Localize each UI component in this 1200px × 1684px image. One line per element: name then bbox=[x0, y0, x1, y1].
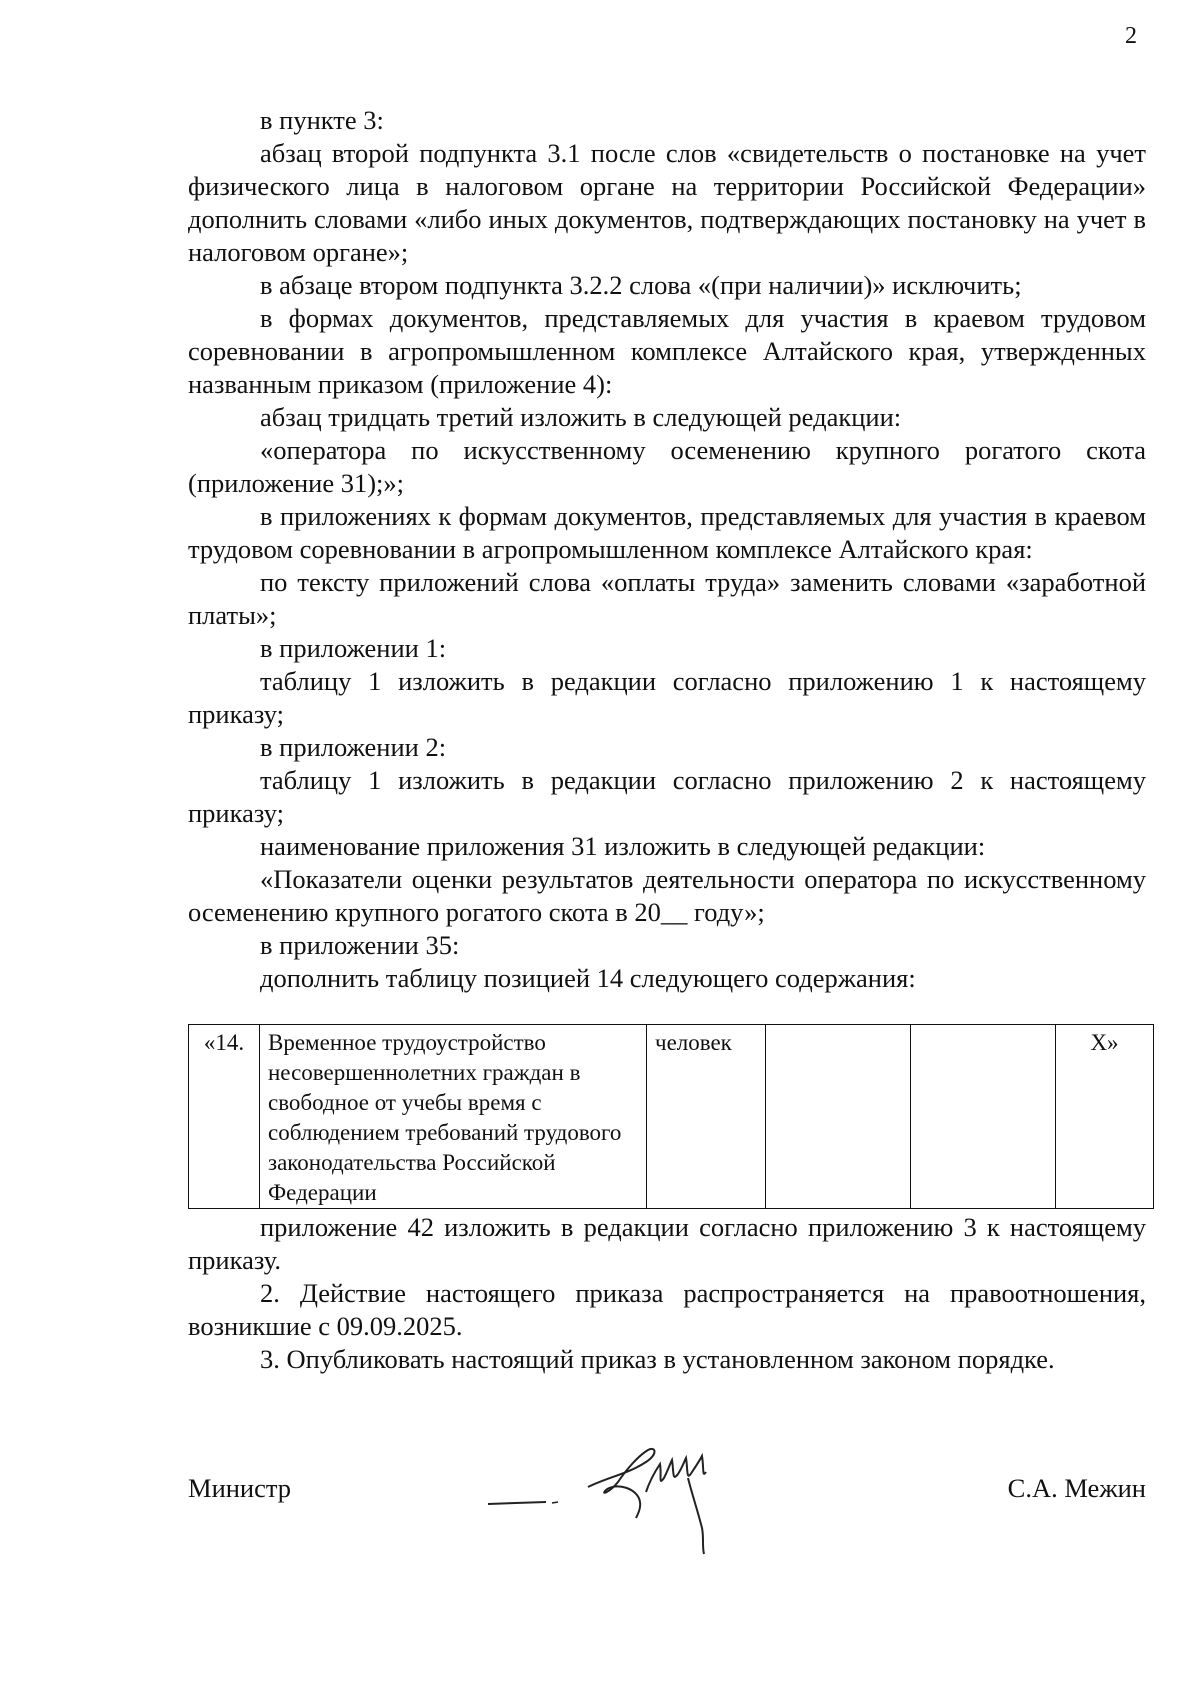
paragraph: таблицу 1 изложить в редакции согласно приложению 1 к настоящему приказу; bbox=[188, 666, 1146, 729]
paragraph: дополнить таблицу позицией 14 следующего содержания: bbox=[260, 963, 916, 993]
paragraph: «оператора по искусственному осеменению крупного рогатого скота (приложение 31);»; bbox=[188, 435, 1146, 498]
page-number: 2 bbox=[1125, 23, 1137, 49]
paragraph: наименование приложения 31 изложить в следующей редакции: bbox=[260, 831, 986, 861]
paragraph: по тексту приложений слова «оплаты труда» заменить словами «заработной платы»; bbox=[188, 567, 1146, 630]
table-row bbox=[189, 1025, 1154, 1209]
table-cell-name: Временное трудоустройство несовершеннолетних граждан в свободное от учебы время с соблюдением требований трудового законодательства Российской Федерации bbox=[260, 1025, 647, 1209]
paragraph: в пункте 3: bbox=[260, 105, 384, 135]
paragraph: 2. Действие настоящего приказа распространяется на правоотношения, возникшие с 09.09.2025. bbox=[188, 1278, 1146, 1341]
body-text-before-table bbox=[188, 104, 1146, 995]
paragraph: в приложении 1: bbox=[260, 633, 447, 663]
signatory-name: С.А. Межин bbox=[1007, 1473, 1146, 1503]
table-cell-unit: человек bbox=[647, 1025, 766, 1209]
signatory-title: Министр bbox=[188, 1473, 292, 1503]
paragraph: приложение 42 изложить в редакции согласно приложению 3 к настоящему приказу. bbox=[188, 1212, 1146, 1275]
paragraph: абзац тридцать третий изложить в следующей редакции: bbox=[260, 402, 902, 432]
table-cell-empty bbox=[911, 1025, 1056, 1209]
paragraph: 3. Опубликовать настоящий приказ в установленном законом порядке. bbox=[260, 1344, 1055, 1374]
handwritten-signature bbox=[488, 1442, 778, 1562]
table-cell-number: «14. bbox=[189, 1025, 260, 1209]
paragraph: в приложениях к формам документов, представляемых для участия в краевом трудовом соревновании в агропромышленном комплексе Алтайского края: bbox=[188, 501, 1146, 564]
table-cell-last: Х» bbox=[1056, 1025, 1154, 1209]
paragraph: в формах документов, представляемых для участия в краевом трудовом соревновании в агропромышленном комплексе Алтайского края, утвержденных названным приказом (приложение 4): bbox=[188, 303, 1146, 399]
insert-table bbox=[188, 1024, 1154, 1209]
paragraph: в абзаце втором подпункта 3.2.2 слова «(при наличии)» исключить; bbox=[260, 270, 1022, 300]
paragraph: «Показатели оценки результатов деятельности оператора по искусственному осеменению крупного рогатого скота в 20__ году»; bbox=[188, 864, 1146, 927]
body-text-after-table bbox=[188, 1211, 1146, 1376]
signature-block bbox=[188, 1462, 1146, 1552]
paragraph: в приложении 35: bbox=[260, 930, 460, 960]
paragraph: таблицу 1 изложить в редакции согласно приложению 2 к настоящему приказу; bbox=[188, 765, 1146, 828]
paragraph: абзац второй подпункта 3.1 после слов «свидетельств о постановке на учет физического лица в налоговом органе на территории Российской Федерации» дополнить словами «либо иных документов, подтверждающих постановку на учет в налоговом органе»; bbox=[188, 138, 1146, 267]
table-cell-empty bbox=[766, 1025, 911, 1209]
paragraph: в приложении 2: bbox=[260, 732, 447, 762]
